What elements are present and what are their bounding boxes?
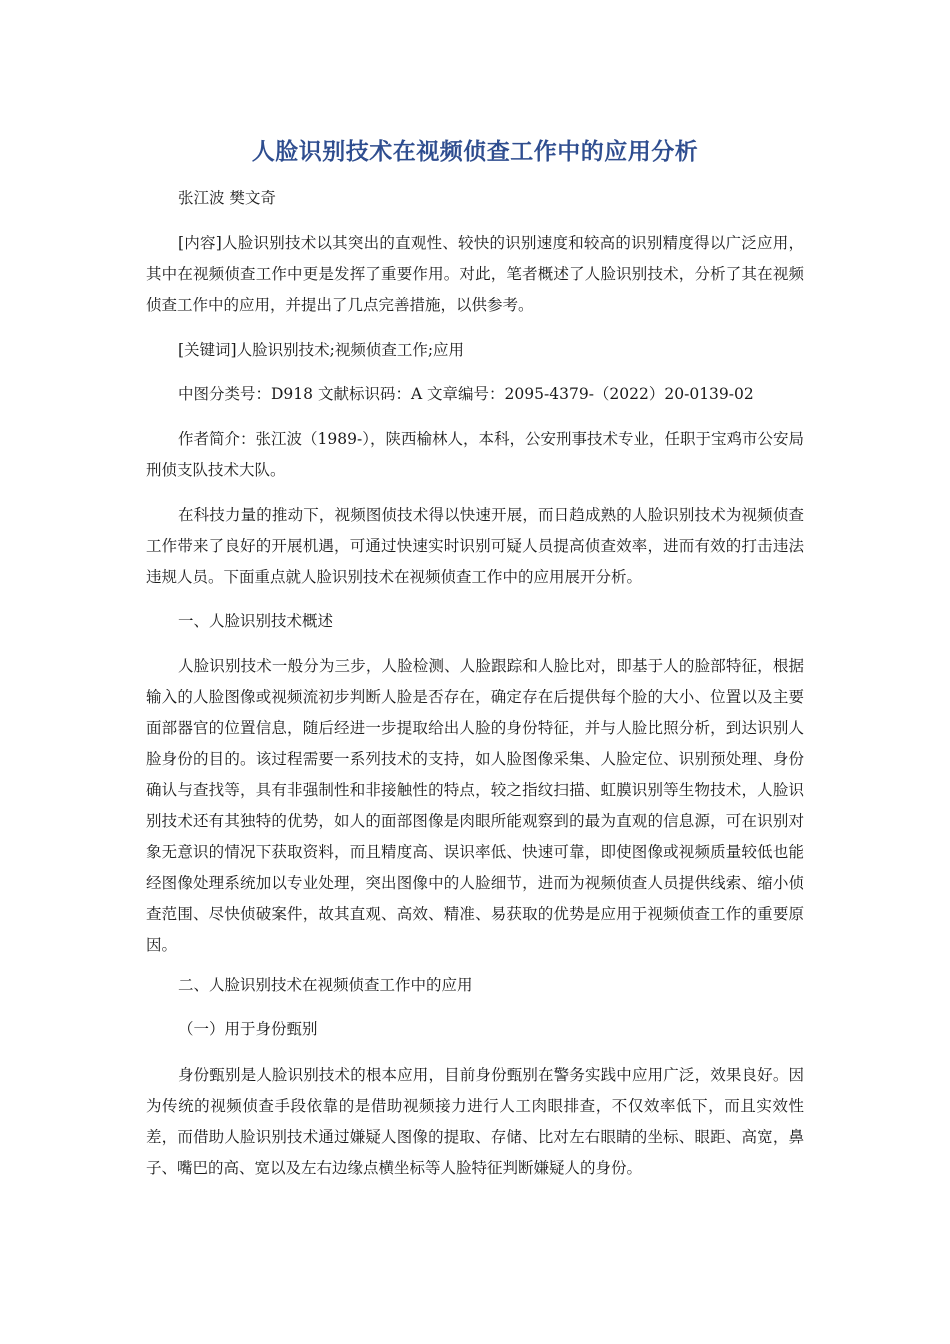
classification-line: 中图分类号：D918 文献标识码：A 文章编号：2095-4379-（2022）20-0139-02 (178, 385, 754, 403)
abstract: [内容]人脸识别技术以其突出的直观性、较快的识别速度和较高的识别精度得以广泛应用，其中在视频侦查工作中更是发挥了重要作用。对此，笔者概述了人脸识别技术，分析了其在视频侦查工作中的应用，并提出了几点完善措施，以供参考。 (146, 234, 804, 314)
section-1-heading: 一、人脸识别技术概述 (178, 612, 334, 630)
author-bio: 作者简介：张江波（1989-），陕西榆林人，本科，公安刑事技术专业，任职于宝鸡市公安局刑侦支队技术大队。 (146, 430, 804, 479)
subsection-1-body: 身份甄别是人脸识别技术的根本应用，目前身份甄别在警务实践中应用广泛，效果良好。因为传统的视频侦查手段依靠的是借助视频接力进行人工肉眼排查，不仅效率低下，而且实效性差，而借助人脸识别技术通过嫌疑人图像的提取、存储、比对左右眼睛的坐标、眼距、高宽，鼻子、嘴巴的高、宽以及左右边缘点横坐标等人脸特征判断嫌疑人的身份。 (146, 1066, 804, 1177)
keywords: [关键词]人脸识别技术;视频侦查工作;应用 (178, 341, 465, 359)
authors: 张江波 樊文奇 (178, 189, 276, 207)
intro-paragraph: 在科技力量的推动下，视频图侦技术得以快速开展，而日趋成熟的人脸识别技术为视频侦查工作带来了良好的开展机遇，可通过快速实时识别可疑人员提高侦查效率，进而有效的打击违法违规人员。下面重点就人脸识别技术在视频侦查工作中的应用展开分析。 (146, 506, 804, 586)
article-title: 人脸识别技术在视频侦查工作中的应用分析 (251, 139, 699, 165)
subsection-1-heading: （一）用于身份甄别 (178, 1020, 318, 1038)
section-1-body: 人脸识别技术一般分为三步，人脸检测、人脸跟踪和人脸比对，即基于人的脸部特征，根据输入的人脸图像或视频流初步判断人脸是否存在，确定存在后提供每个脸的大小、位置以及主要面部器官的位置信息，随后经进一步提取给出人脸的身份特征，并与人脸比照分析，到达识别人脸身份的目的。该过程需要一系列技术的支持，如人脸图像采集、人脸定位、识别预处理、身份确认与查找等，具有非强制性和非接触性的特点，较之指纹扫描、虹膜识别等生物技术，人脸识别技术还有其独特的优势，如人的面部图像是肉眼所能观察到的最为直观的信息源，可在识别对象无意识的情况下获取资料，而且精度高、误识率低、快速可靠，即使图像或视频质量较低也能经图像处理系统加以专业处理，突出图像中的人脸细节，进而为视频侦查人员提供线索、缩小侦查范围、尽快侦破案件，故其直观、高效、精准、易获取的优势是应用于视频侦查工作的重要原因。 (146, 657, 804, 954)
section-2-heading: 二、人脸识别技术在视频侦查工作中的应用 (178, 976, 473, 994)
